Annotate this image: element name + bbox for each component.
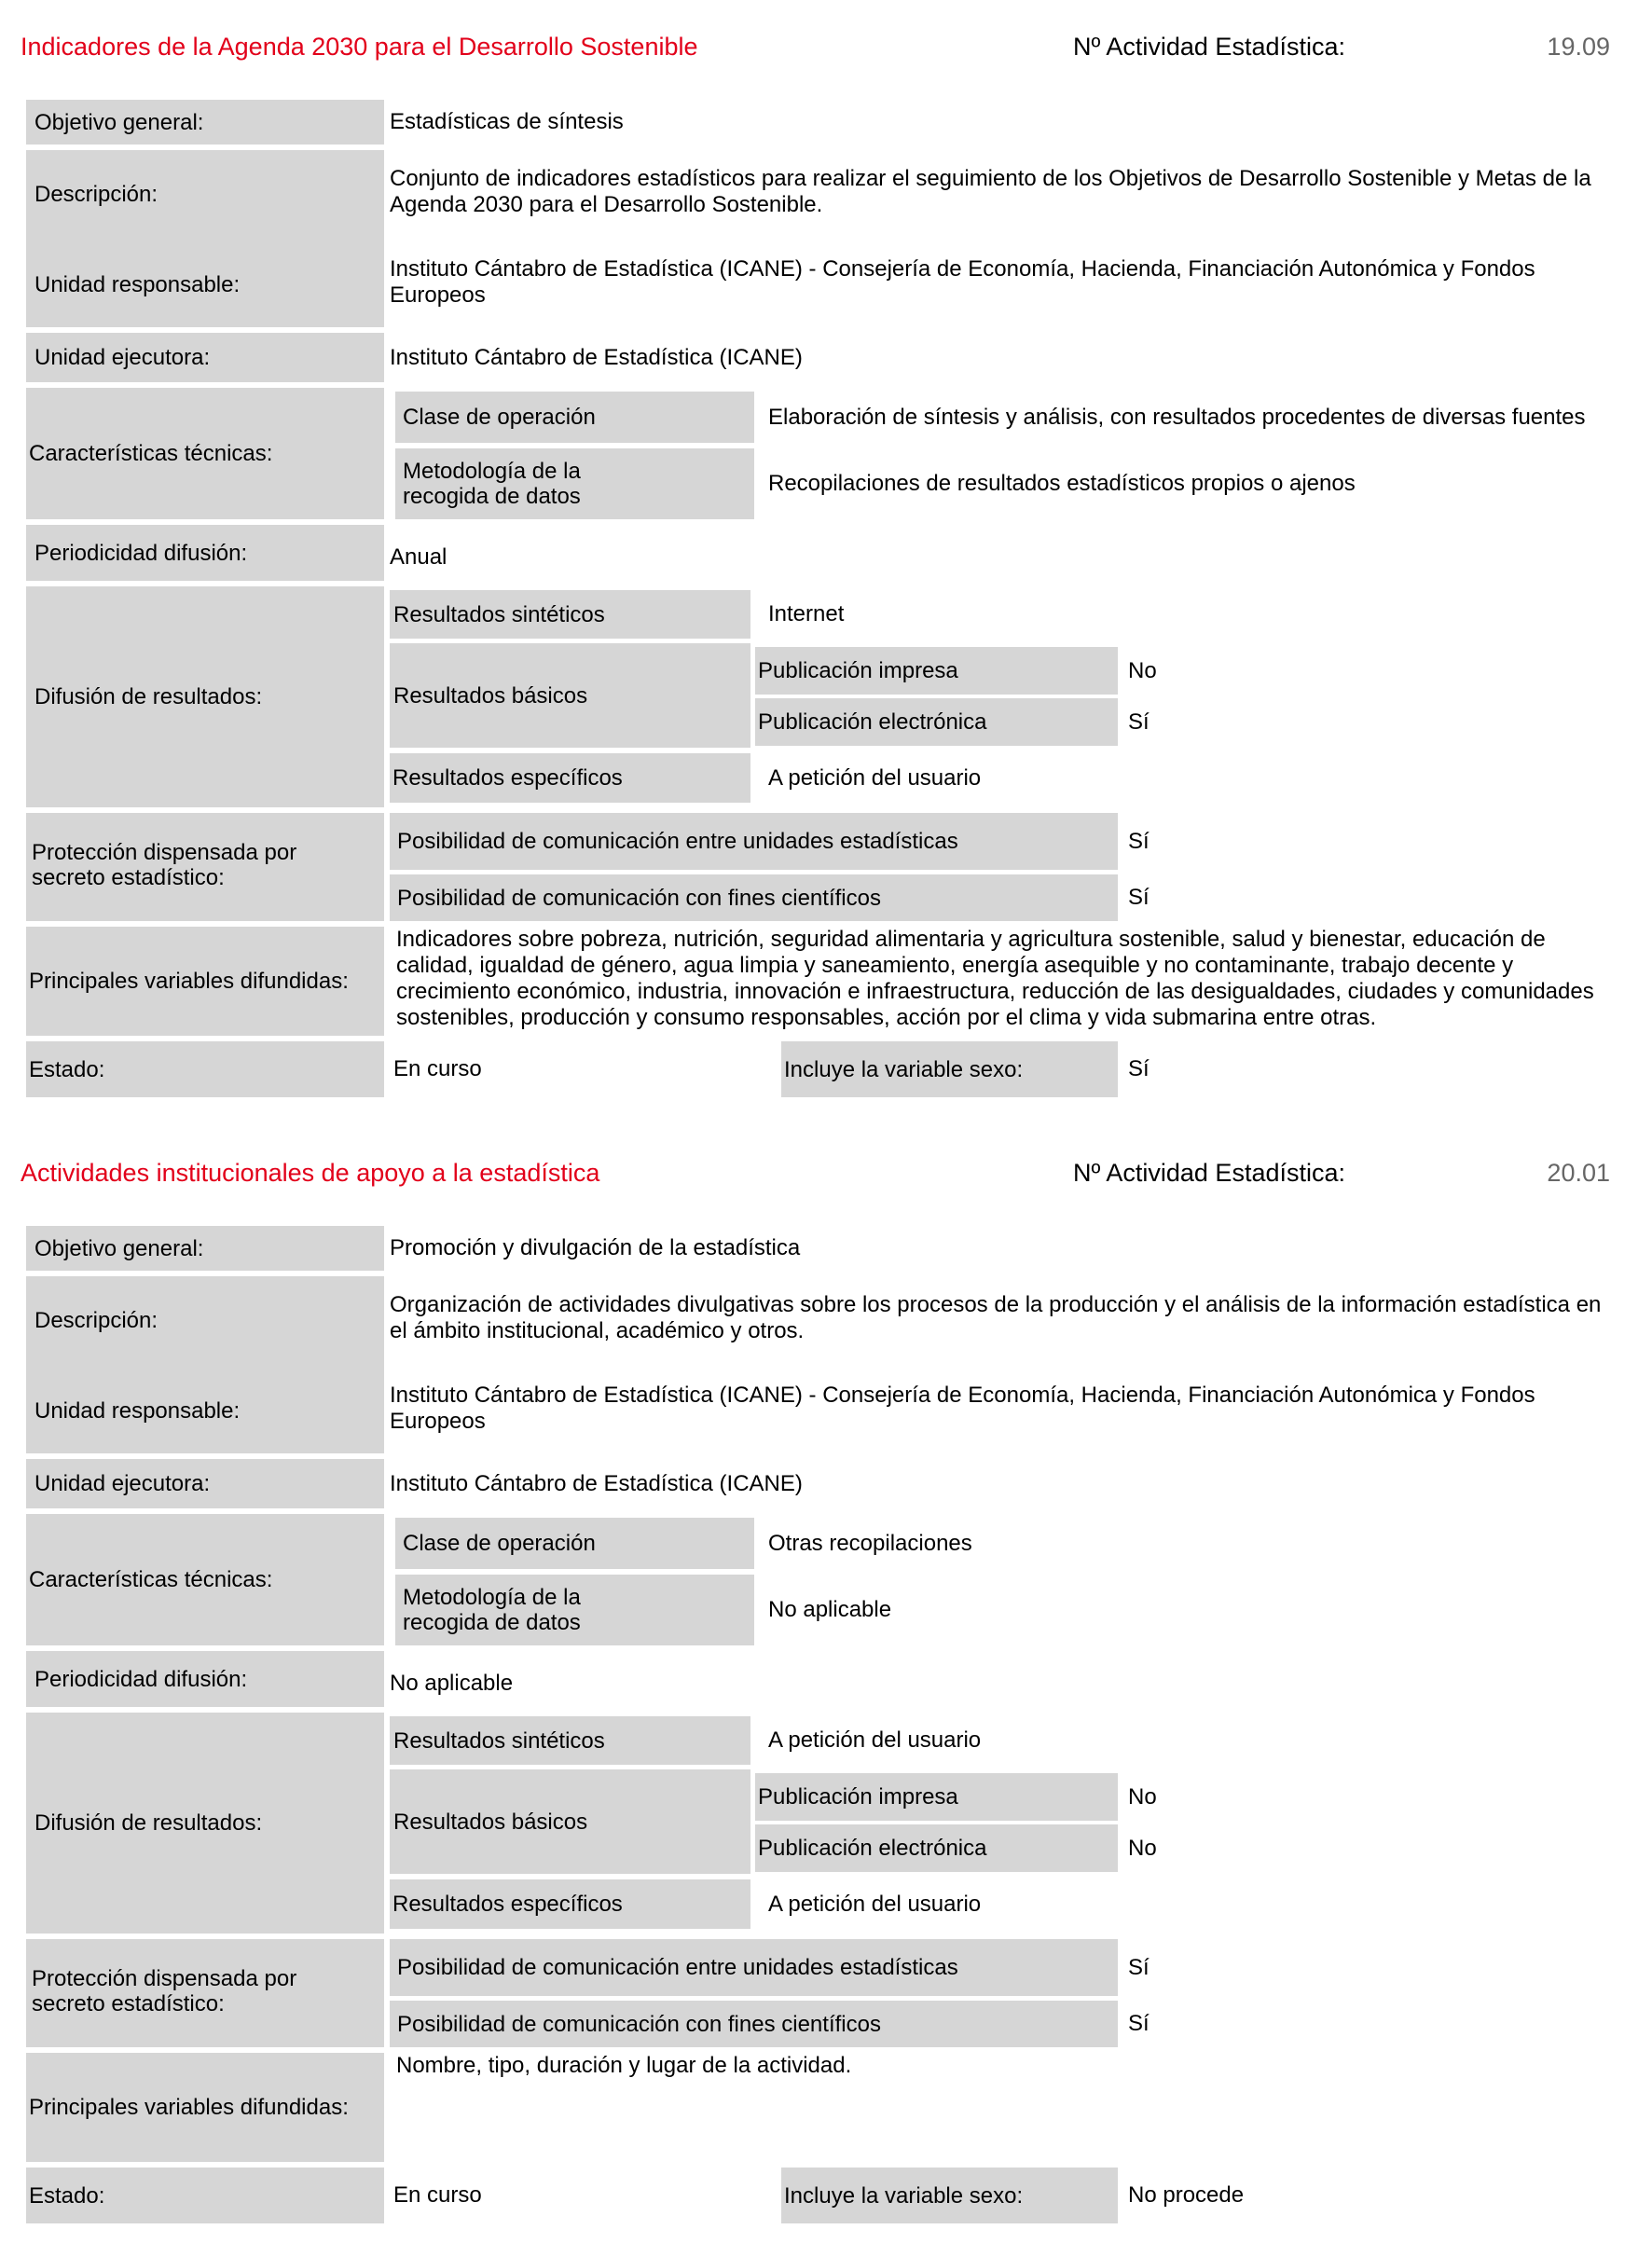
difusion-label: Difusión de resultados: [26, 586, 384, 807]
resultados-especificos-value: A petición del usuario [768, 1891, 982, 1917]
comunicacion-cientificos-label: Posibilidad de comunicación con fines científicos [390, 874, 1118, 921]
publicacion-impresa-label: Publicación impresa [755, 647, 1118, 695]
estado-value: En curso [393, 1056, 482, 1081]
incluye-sexo-value: No procede [1128, 2182, 1245, 2208]
estado-value: En curso [393, 2182, 482, 2208]
publicacion-electronica-value: Sí [1128, 709, 1150, 735]
clase-operacion-value: Elaboración de síntesis y análisis, con resultados procedentes de diversas fuentes [768, 404, 1586, 430]
activity-number-label: Nº Actividad Estadística: [1073, 1159, 1345, 1187]
comunicacion-cientificos-value: Sí [1128, 2011, 1150, 2036]
metodologia-value: Recopilaciones de resultados estadísticos propios o ajenos [768, 471, 1356, 496]
clase-operacion-label: Clase de operación [395, 1518, 754, 1569]
objetivo-label: Objetivo general: [26, 1226, 384, 1271]
periodicidad-label: Periodicidad difusión: [26, 525, 384, 581]
caracteristicas-label: Características técnicas: [26, 1514, 384, 1645]
variables-value: Indicadores sobre pobreza, nutrición, seguridad alimentaria y agricultura sostenible, salud y bienestar, educación de calidad, igualdad de género, agua limpia y saneamiento, energía asequible y no contaminante, trabajo decente y crecimiento económico, industria, innovación e infraestructura, reducción de las desigualdades, ciudades y comunidades sostenibles, producción y consumo responsables, acción por el clima y vida submarina entre otras. [396, 927, 1594, 1030]
comunicacion-unidades-value: Sí [1128, 828, 1150, 854]
proteccion-label: Protección dispensada por secreto estadístico: [26, 813, 384, 921]
resultados-especificos-label: Resultados específicos [390, 1879, 750, 1929]
resultados-sinteticos-label: Resultados sintéticos [390, 590, 750, 639]
incluye-sexo-value: Sí [1128, 1056, 1150, 1081]
publicacion-electronica-value: No [1128, 1835, 1157, 1861]
activity-title: Indicadores de la Agenda 2030 para el Desarrollo Sostenible [21, 33, 698, 61]
activity-number: 19.09 [1547, 33, 1610, 61]
activity-number: 20.01 [1547, 1159, 1610, 1187]
activity-title: Actividades institucionales de apoyo a la estadística [21, 1159, 600, 1187]
unidad-responsable-value: Instituto Cántabro de Estadística (ICANE) - Consejería de Economía, Hacienda, Financiación Autonómica y Fondos Europeos [390, 1383, 1535, 1434]
clase-operacion-label: Clase de operación [395, 392, 754, 443]
comunicacion-cientificos-value: Sí [1128, 885, 1150, 910]
unidad-responsable-label: Unidad responsable: [34, 1397, 241, 1424]
resultados-sinteticos-value: A petición del usuario [768, 1727, 982, 1753]
incluye-sexo-label: Incluye la variable sexo: [781, 2168, 1118, 2223]
objetivo-value: Estadísticas de síntesis [390, 109, 624, 134]
unidad-responsable-value: Instituto Cántabro de Estadística (ICANE) - Consejería de Economía, Hacienda, Financiación Autonómica y Fondos Europeos [390, 256, 1535, 308]
objetivo-value: Promoción y divulgación de la estadística [390, 1235, 801, 1260]
comunicacion-unidades-label: Posibilidad de comunicación entre unidades estadísticas [390, 1939, 1118, 1996]
descripcion-label: Descripción: [34, 181, 158, 207]
incluye-sexo-label: Incluye la variable sexo: [781, 1041, 1118, 1097]
metodologia-label: Metodología de la recogida de datos [395, 448, 754, 519]
caracteristicas-label: Características técnicas: [26, 388, 384, 519]
metodologia-label: Metodología de la recogida de datos [395, 1575, 754, 1645]
resultados-especificos-label: Resultados específicos [390, 753, 750, 803]
difusion-label: Difusión de resultados: [26, 1713, 384, 1934]
publicacion-impresa-label: Publicación impresa [755, 1773, 1118, 1821]
variables-label: Principales variables difundidas: [26, 927, 384, 1036]
unidad-ejecutora-label: Unidad ejecutora: [26, 1459, 384, 1508]
descripcion-value: Organización de actividades divulgativas sobre los procesos de la producción y el análisis de la información estadística en el ámbito institucional, académico y otros. [390, 1292, 1602, 1343]
variables-value: Nombre, tipo, duración y lugar de la actividad. [396, 2053, 852, 2078]
descripcion-label: Descripción: [34, 1307, 158, 1333]
activity-number-label: Nº Actividad Estadística: [1073, 33, 1345, 61]
resultados-basicos-label: Resultados básicos [390, 1769, 750, 1874]
publicacion-electronica-label: Publicación electrónica [755, 698, 1118, 746]
publicacion-electronica-label: Publicación electrónica [755, 1824, 1118, 1872]
resultados-especificos-value: A petición del usuario [768, 764, 982, 791]
periodicidad-label: Periodicidad difusión: [26, 1651, 384, 1707]
resultados-sinteticos-label: Resultados sintéticos [390, 1716, 750, 1765]
resultados-basicos-label: Resultados básicos [390, 643, 750, 748]
comunicacion-unidades-value: Sí [1128, 1954, 1150, 1980]
proteccion-label: Protección dispensada por secreto estadístico: [26, 1939, 384, 2047]
unidad-ejecutora-value: Instituto Cántabro de Estadística (ICANE) [390, 344, 803, 370]
periodicidad-value: No aplicable [390, 1671, 514, 1696]
metodologia-value: No aplicable [768, 1597, 892, 1622]
comunicacion-unidades-label: Posibilidad de comunicación entre unidades estadísticas [390, 813, 1118, 870]
unidad-responsable-label: Unidad responsable: [34, 271, 241, 297]
unidad-ejecutora-value: Instituto Cántabro de Estadística (ICANE) [390, 1470, 803, 1496]
variables-label: Principales variables difundidas: [26, 2053, 384, 2162]
periodicidad-value: Anual [390, 544, 447, 570]
descripcion-value: Conjunto de indicadores estadísticos para realizar el seguimiento de los Objetivos de Desarrollo Sostenible y Metas de la Agenda 2030 para el Desarrollo Sostenible. [390, 166, 1591, 217]
publicacion-impresa-value: No [1128, 1783, 1157, 1810]
comunicacion-cientificos-label: Posibilidad de comunicación con fines científicos [390, 2001, 1118, 2047]
estado-label: Estado: [26, 1041, 384, 1097]
unidad-ejecutora-label: Unidad ejecutora: [26, 333, 384, 382]
estado-label: Estado: [26, 2168, 384, 2223]
resultados-sinteticos-value: Internet [768, 601, 845, 626]
objetivo-label: Objetivo general: [26, 100, 384, 145]
publicacion-impresa-value: No [1128, 657, 1157, 683]
clase-operacion-value: Otras recopilaciones [768, 1530, 972, 1556]
